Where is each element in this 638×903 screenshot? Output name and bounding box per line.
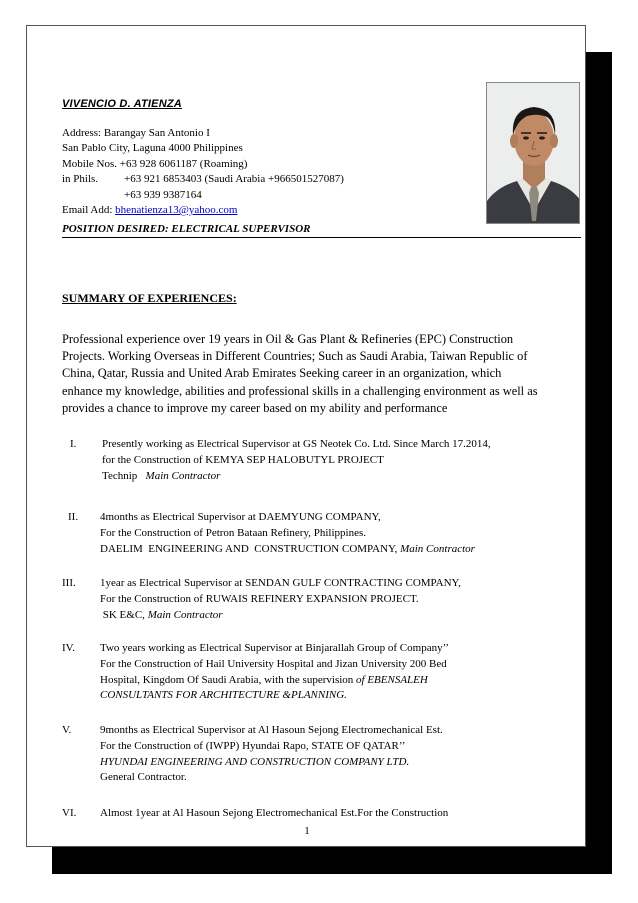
- applicant-photo: [486, 82, 580, 224]
- experience-line: [100, 542, 475, 558]
- summary-line: provides a chance to improve my career based on my ability and performance: [62, 400, 448, 415]
- experience-item: [62, 576, 581, 626]
- experience-body: [100, 576, 461, 623]
- summary-paragraph: [62, 331, 581, 417]
- experience-line: [100, 755, 443, 771]
- contact-block: [62, 126, 344, 218]
- experience-line: Almost 1year at Al Hasoun Sejong Electromechanical Est.For the Construction: [100, 807, 449, 819]
- experience-line: For the Construction of RUWAIS REFINERY EXPANSION PROJECT.: [100, 592, 419, 605]
- header-divider: [62, 237, 581, 238]
- experience-line: Presently working as Electrical Supervisor at GS Neotek Co. Ltd. Since March 17.2014,: [102, 438, 491, 450]
- phone-3-row: [62, 188, 344, 203]
- supervision-text: Hospital, Kingdom Of Saudi Arabia, with the supervision: [100, 673, 357, 686]
- contractor-name: DAELIM ENGINEERING AND CONSTRUCTION COMPANY,: [100, 542, 401, 555]
- page-number: 1: [304, 825, 310, 837]
- experience-line: For the Construction of (IWPP) Hyundai Rapo, STATE OF QATAR’’: [100, 739, 406, 752]
- phils-numbers: +63 921 6853403 (Saudi Arabia +966501527087): [124, 173, 344, 186]
- consultant-name: of EBENSALEH: [356, 673, 428, 686]
- position-desired: POSITION DESIRED: ELECTRICAL SUPERVISOR: [62, 223, 311, 235]
- experience-line: for the Construction of KEMYA SEP HALOBUTYL PROJECT: [102, 453, 384, 466]
- summary-line: Professional experience over 19 years in Oil & Gas Plant & Refineries (EPC) Construction: [62, 332, 514, 346]
- mobile-line: Mobile Nos. +63 928 6061187 (Roaming): [62, 157, 248, 170]
- experience-item: [62, 723, 581, 789]
- experience-line: [100, 673, 449, 689]
- experience-body: [100, 510, 475, 557]
- experience-item: [62, 806, 581, 824]
- contractor-role: Main Contractor: [400, 542, 475, 555]
- applicant-name: VIVENCIO D. ATIENZA: [62, 98, 182, 110]
- email-label: Email Add:: [62, 204, 116, 217]
- summary-line: Projects. Working Overseas in Different Countries; Such as Saudi Arabia, Taiwan Republic of: [62, 349, 528, 364]
- experience-line: 4months as Electrical Supervisor at DAEMYUNG COMPANY,: [100, 511, 381, 523]
- experience-item: [62, 437, 581, 487]
- consultant-name-cont: CONSULTANTS FOR ARCHITECTURE &PLANNING.: [100, 689, 347, 702]
- experience-body: [102, 437, 491, 484]
- experience-line: [100, 688, 449, 704]
- summary-line: enhance my knowledge, abilities and professional skills in a challenging environment as well as: [62, 383, 538, 398]
- experience-line: 9months as Electrical Supervisor at Al Hasoun Sejong Electromechanical Est.: [100, 724, 443, 736]
- contractor-name: SK E&C,: [100, 608, 148, 621]
- experience-line: General Contractor.: [100, 771, 187, 784]
- experience-body: [100, 723, 443, 786]
- address-line-1: Address: Barangay San Antonio I: [62, 127, 210, 139]
- phils-label: in Phils.: [62, 173, 99, 186]
- experience-item: [62, 510, 581, 560]
- phone-3: +63 939 9387164: [124, 188, 202, 201]
- email-link[interactable]: bhenatienza13@yahoo.com: [115, 204, 238, 217]
- contractor-name: Technip: [102, 469, 146, 482]
- portrait-image: [487, 83, 580, 224]
- contractor-role: Main Contractor: [147, 608, 223, 621]
- phils-row: [62, 172, 344, 187]
- summary-heading: SUMMARY OF EXPERIENCES:: [62, 291, 237, 305]
- summary-line: China, Qatar, Russia and United Arab Emirates Seeking career in an organization, which: [62, 366, 502, 381]
- experience-line: [100, 608, 461, 624]
- experience-line: For the Construction of Hail University Hospital and Jizan University 200 Bed: [100, 657, 447, 670]
- experience-body: [100, 806, 448, 822]
- resume-page: [26, 25, 586, 847]
- experience-line: 1year as Electrical Supervisor at SENDAN GULF CONTRACTING COMPANY,: [100, 577, 461, 589]
- experience-line: [102, 469, 491, 485]
- email-row: [62, 203, 344, 218]
- experience-number: V.: [62, 724, 72, 736]
- contractor-role: Main Contractor: [145, 469, 221, 482]
- experience-number: I.: [70, 438, 77, 450]
- experience-number: II.: [68, 511, 79, 523]
- experience-line: Two years working as Electrical Supervisor at Binjarallah Group of Company’’: [100, 642, 450, 654]
- address-line-2: San Pablo City, Laguna 4000 Philippines: [62, 142, 243, 155]
- experience-number: VI.: [62, 807, 77, 819]
- contractor-name: HYUNDAI ENGINEERING AND CONSTRUCTION COMPANY LTD.: [100, 755, 410, 768]
- experience-line: For the Construction of Petron Bataan Refinery, Philippines.: [100, 526, 366, 539]
- experience-body: [100, 641, 449, 704]
- experience-item: [62, 641, 581, 707]
- experience-number: IV.: [62, 642, 75, 654]
- experience-number: III.: [62, 577, 76, 589]
